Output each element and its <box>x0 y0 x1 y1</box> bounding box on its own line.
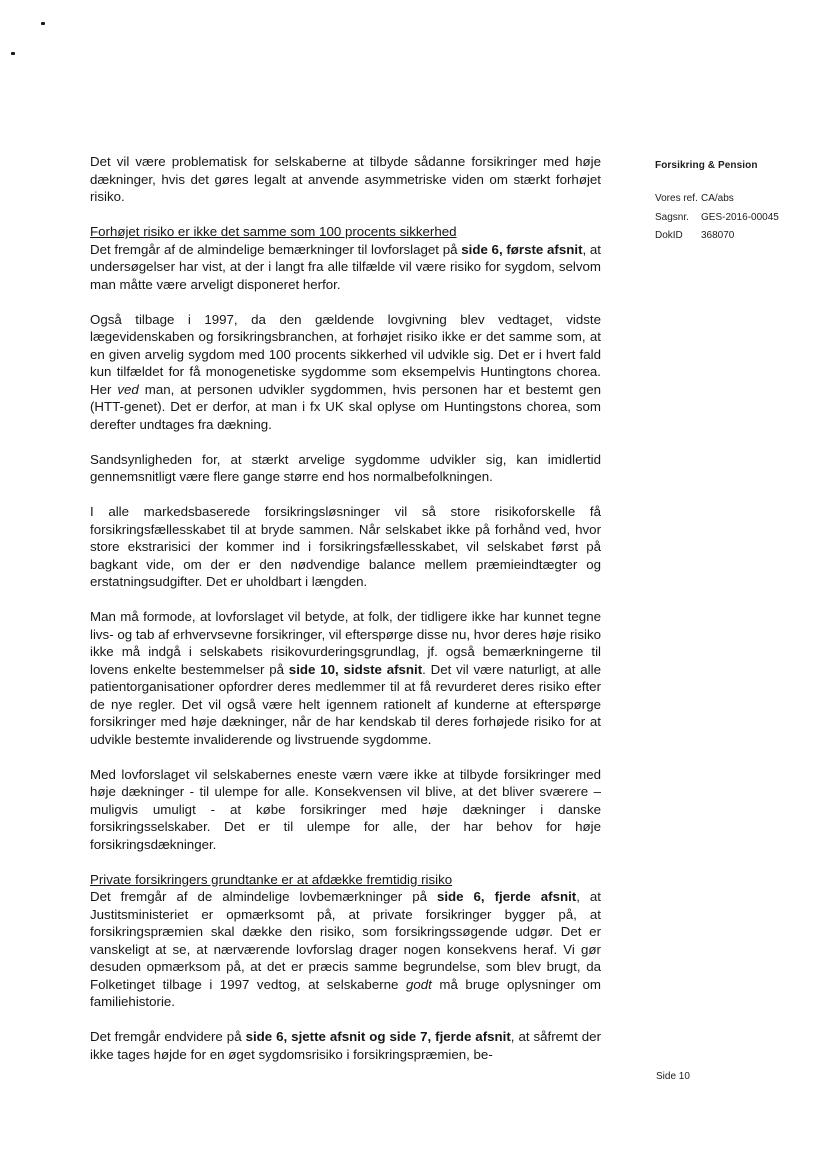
text-run: side 6, fjerde afsnit <box>436 889 577 904</box>
letterhead-sidebar <box>655 160 815 242</box>
text-run: Det fremgår af de almindelige lovbemærkninger på <box>90 889 437 904</box>
paragraph <box>90 451 601 486</box>
ink-speck <box>41 22 45 25</box>
field-label: Sagsnr. <box>655 211 689 223</box>
section-heading <box>90 871 601 889</box>
field-label: Vores ref. <box>655 193 698 204</box>
paragraph <box>90 503 601 591</box>
reference-fields <box>655 193 815 242</box>
reference-field-row <box>655 193 815 205</box>
field-value: GES-2016-00045 <box>701 211 779 223</box>
text-run: må bruge oplysninger om familiehistorie. <box>90 976 602 1009</box>
text-run: Det fremgår af de almindelige bemærkninger til lovforslaget på <box>90 241 462 257</box>
text-run: godt <box>405 976 432 992</box>
text-run: Sandsynligheden for, at stærkt arvelige sygdomme udvikler sig, kan imidlertid gennemsnitligt være flere gange større end hos normalbefolkningen. <box>90 451 601 484</box>
text-run: Man må formode, at lovforslaget vil betyde, at folk, der tidligere ikke har kunnet tegne livs- og tab af erhvervsevne forsikringer, vil efterspørge disse nu, hvor deres høje risiko ikke må indgå i selskabets risikovurderingsgrundlag, jf. også bemærkningerne til lovens enkelte bestemmelser på <box>90 609 601 677</box>
field-value: 368070 <box>701 230 735 241</box>
text-run: , at undersøgelser har vist, at der i langt fra alle tilfælde vil være risiko for sygdom, selvom man måtte være arveligt disponeret herfor. <box>90 241 602 292</box>
reference-field-row <box>655 212 815 224</box>
organization-name: Forsikring & Pension <box>655 160 758 171</box>
reference-field-row <box>655 230 815 242</box>
text-run: , at såfremt der ikke tages højde for en øget sygdomsrisiko i forsikringspræmien, be- <box>90 1029 602 1062</box>
text-run: side 6, første afsnit <box>461 241 583 257</box>
paragraph <box>90 153 601 206</box>
paragraph <box>90 608 601 748</box>
text-run: Det fremgår endvidere på <box>90 1029 246 1044</box>
paragraph <box>90 888 601 1011</box>
paragraph <box>90 1028 601 1063</box>
paragraph <box>90 766 601 854</box>
field-value: CA/abs <box>701 193 734 204</box>
paragraph <box>90 311 601 434</box>
text-run: side 6, sjette afsnit og side 7, fjerde afsnit <box>245 1029 511 1044</box>
text-run: ved <box>117 381 139 397</box>
text-run: Private forsikringers grundtanke er at afdække fremtidig risiko <box>90 871 453 887</box>
field-label: DokID <box>655 230 683 241</box>
text-run: . Det vil være naturligt, at alle patientorganisationer opfordrer deres medlemmer til at få revurderet deres risiko efter de nye regler. Det vil også være helt igennem rationelt af kunderne at efterspørge forsikringer med høje dækninger, når de har kendskab til deres forhøjede risiko for at udvikle bestemte invaliderende og livstruende sygdomme. <box>90 661 601 747</box>
text-run: Også tilbage i 1997, da den gældende lovgivning blev vedtaget, vidste lægevidenskaben og forsikringsbranchen, at forhøjet risiko ikke er det samme som, at en given arvelig sygdom med 100 procents sikkerhed vil udvikle sig. Det er i hvert fald kun tilfældet for få monogenetiske sygdomme som eksempelvis Huntingtons chorea. Her <box>90 311 601 397</box>
text-run: Forhøjet risiko er ikke det samme som 100 procents sikkerhed <box>90 224 457 239</box>
page-number: Side 10 <box>656 1071 690 1082</box>
document-body <box>90 153 601 1063</box>
paragraph <box>90 241 601 294</box>
text-run: man, at personen udvikler sygdommen, hvis personen har et bestemt gen (HTT-genet). Det er derfor, at man i fx UK skal oplyse om Huntingstons chorea, som derefter undtages fra dækning. <box>90 381 601 432</box>
text-run: Med lovforslaget vil selskabernes eneste værn være ikke at tilbyde forsikringer med høje dækninger - til ulempe for alle. Konsekvensen vil blive, at det bliver sværere – muligvis umuligt - at købe forsikringer med høje dækninger i danske forsikringsselskaber. Det er til ulempe for alle, der har behov for høje forsikringsdækninger. <box>90 766 601 852</box>
text-run: I alle markedsbaserede forsikringsløsninger vil så store risikoforskelle få forsikringsfællesskabet til at bryde sammen. Når selskabet ikke på forhånd ved, hvor store ekstrarisici der kommer ind i forsikringsfællesskabet, vil selskabet først på bagkant vide, om der er den nødvendige balance mellem præmieindtægter og erstatningsudgifter. Det er uholdbart i længden. <box>90 504 601 589</box>
text-run: , at Justitsministeriet er opmærksomt på, at private forsikringer bygger på, at forsikringspræmien skal dække den risiko, som forsikringssøgende udgør. Det er vanskeligt at se, at nærværende lovforslag drager nogen konsekvens heraf. Vi gør desuden opmærksom på, at det er præcis samme begrundelse, som blev brugt, da Folketinget tilbage i 1997 vedtog, at selskaberne <box>90 889 601 992</box>
text-run: side 10, sidste afsnit <box>288 661 423 677</box>
text-run: Det vil være problematisk for selskaberne at tilbyde sådanne forsikringer med høje dækninger, hvis det gøres legalt at anvende asymmetriske viden om stærkt forhøjet risiko. <box>90 154 601 204</box>
ink-speck <box>11 52 15 55</box>
section-heading <box>90 223 601 241</box>
